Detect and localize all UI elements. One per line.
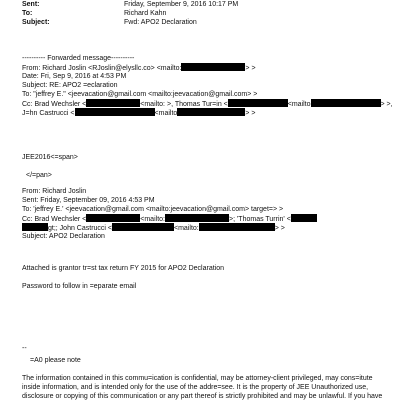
password-line: Password to follow in =eparate email	[22, 283, 137, 290]
jee-line: JEE2016<=span>	[22, 154, 78, 161]
redaction-box	[291, 214, 317, 222]
forwarded-cc2-end: > >	[245, 110, 256, 117]
forwarded-from-end: > >	[245, 65, 256, 72]
forwarded-subject: Subject: RE: APO2 =eclaration	[22, 82, 118, 89]
forwarded-cc-mid2: >, Thomas Tur=in <	[166, 101, 228, 108]
disclaimer-line-1: The information contained in this commu=ication is confidential, may be attorney-client privileged, may cons=itute	[22, 375, 373, 382]
forwarded-date: Date: Fri, Sep 9, 2016 at 4:53 PM	[22, 73, 127, 80]
original-cc-mid2: >; 'Thomas Turrin' <	[228, 216, 291, 223]
original-sent: Sent: Friday, September 09, 2016 4:53 PM	[22, 197, 155, 204]
redaction-box	[199, 223, 275, 231]
to-value: Richard Kahn	[124, 10, 167, 17]
forwarded-marker: ---------- Forwarded message----------	[22, 55, 135, 62]
redaction-box	[86, 214, 140, 222]
forwarded-cc-mid1: <mailto:	[140, 101, 165, 108]
original-cc-start: Cc: Brad Wechsler <	[22, 216, 87, 223]
sent-label: Sent:	[22, 1, 40, 8]
subject-label: Subject:	[22, 19, 50, 26]
forwarded-cc-line-2	[22, 108, 255, 118]
forwarded-cc-end: > >,	[380, 101, 393, 108]
redaction-box	[22, 223, 48, 231]
subject-value: Fwd: APO2 Declaration	[124, 19, 197, 26]
attached-line: Attached is grantor tr=st tax return FY 2015 for APO2 Declaration	[22, 265, 225, 272]
original-cc2-mid: gt;; John Castrucci <	[48, 225, 113, 232]
forwarded-to: To: "jeffrey E." <jeevacation@gmail.com <mailto:jeevacation@gmail.com> >	[22, 91, 258, 98]
redaction-box	[181, 63, 245, 71]
span-close-line: </=pan>	[26, 172, 52, 179]
redaction-box	[86, 99, 140, 107]
original-subject: Subject: APO2 Declaration	[22, 233, 105, 240]
dashes-line: --	[22, 345, 27, 352]
forwarded-from: From: Richard Joslin <RJoslin@elysllc.co> <mailto:	[22, 65, 182, 72]
disclaimer-line-2: inside information, and is intended only for the use of the addre=see. It is the property of JEE Unauthorized use,	[22, 384, 369, 391]
redaction-box	[165, 214, 229, 222]
forwarded-cc-start: Cc: Brad Wechsler <	[22, 101, 87, 108]
original-cc2-mid2: <mailto:	[174, 225, 199, 232]
original-cc-mid1: <mailto:	[140, 216, 165, 223]
original-cc2-end: > >	[274, 225, 285, 232]
forwarded-cc2-mid: <mailto	[154, 110, 178, 117]
a0-line: =A0 please note	[30, 357, 81, 364]
forwarded-cc-mid3: <mailto	[287, 101, 311, 108]
to-label: To:	[22, 10, 33, 17]
redaction-box	[75, 108, 155, 116]
disclaimer-line-3: disclosure or copying of this communication or any part thereof is strictly prohibited and may be unlawful. If you have	[22, 393, 383, 400]
redaction-box	[112, 223, 174, 231]
redaction-box	[228, 99, 288, 107]
sent-value: Friday, September 9, 2016 10:17 PM	[124, 1, 239, 8]
redaction-box	[311, 99, 381, 107]
forwarded-cc2-start: J=hn Castrucci <	[22, 110, 75, 117]
original-from: From: Richard Joslin	[22, 188, 87, 195]
redaction-box	[177, 108, 245, 116]
original-to: To: 'jeffrey E.' <jeevacation@gmail.com <mailto:jeevacation@gmail.com> target=> >	[22, 206, 284, 213]
